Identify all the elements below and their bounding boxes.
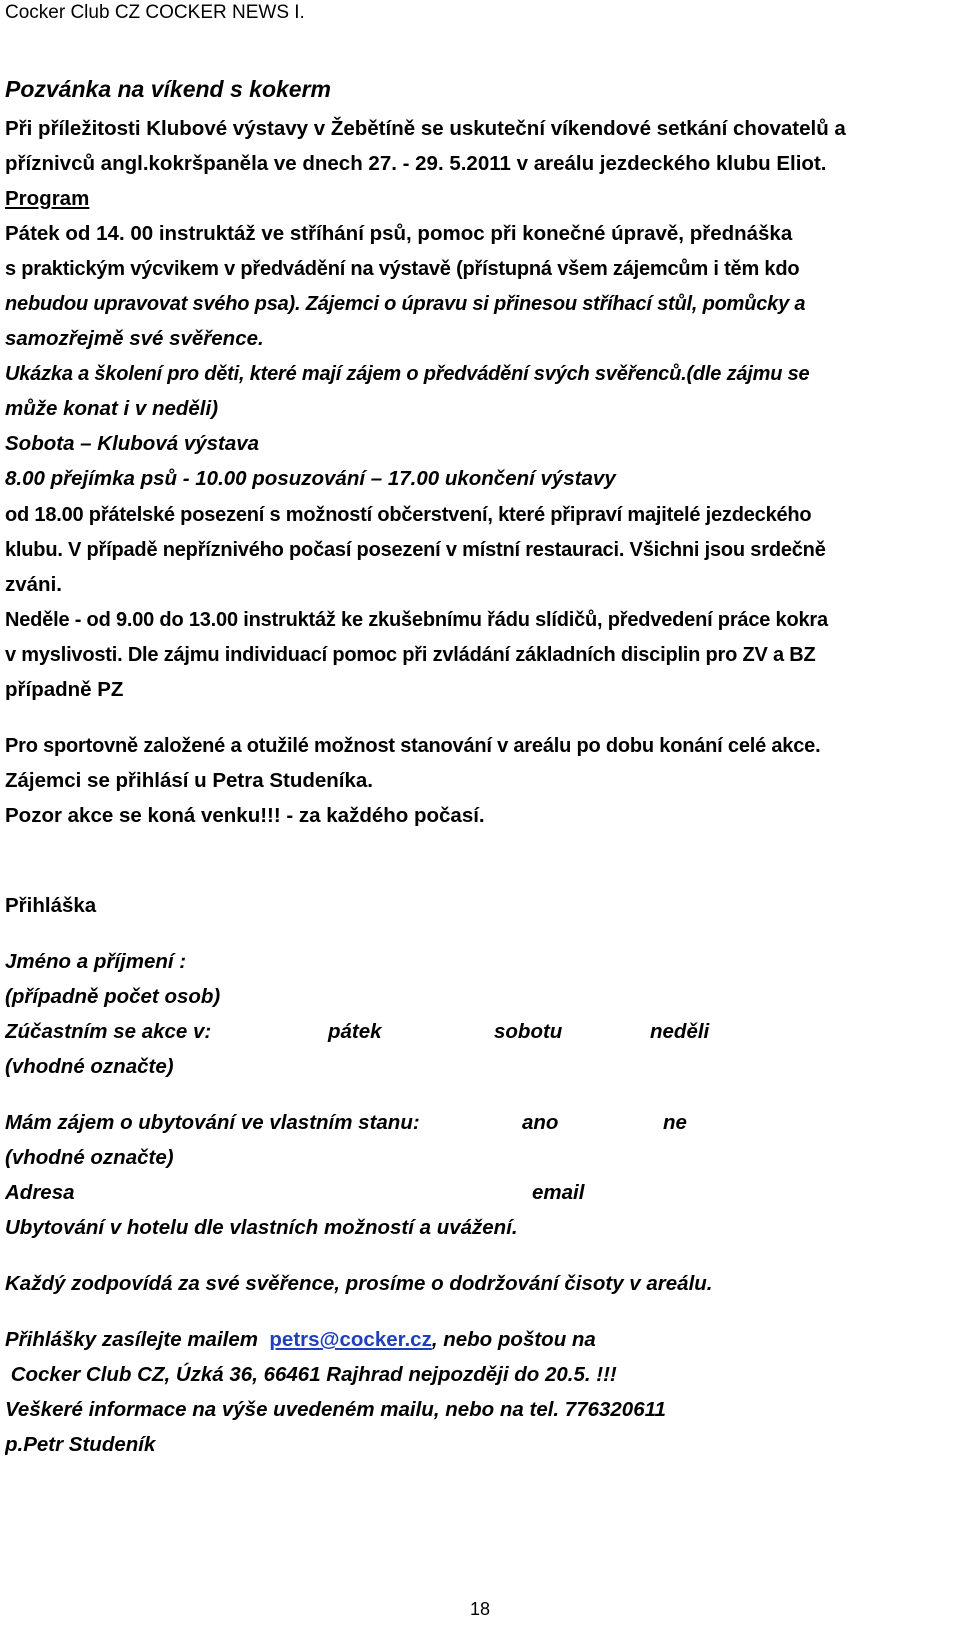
program-line: případně PZ	[5, 678, 124, 701]
responsibility-note: Každý zodpovídá za své svěřence, prosíme o dodržování čisoty v areálu.	[5, 1272, 713, 1295]
contact-email-link[interactable]: petrs@cocker.cz	[269, 1328, 432, 1351]
sport-line: Pro sportovně založené a otužilé možnost stanování v areálu po dobu konání celé akce.	[5, 735, 821, 757]
form-address-row	[5, 1180, 952, 1206]
program-heading: Program	[5, 187, 90, 210]
program-line: může konat i v neděli)	[5, 397, 219, 420]
form-count-label: (případně počet osob)	[5, 985, 221, 1008]
contact-send-prefix: Přihlášky zasílejte mailem	[5, 1328, 258, 1351]
program-line: Ukázka a školení pro děti, které mají zájem o předvádění svých svěřenců.(dle zájmu se	[5, 363, 810, 385]
form-name-label: Jméno a příjmení :	[5, 950, 187, 973]
form-hotel-note: Ubytování v hotelu dle vlastních možností a uvážení.	[5, 1216, 518, 1239]
form-heading: Přihláška	[5, 894, 97, 917]
sport-line: Zájemci se přihlásí u Petra Studeníka.	[5, 769, 373, 792]
form-email-label: email	[532, 1181, 585, 1204]
contact-address-line: Cocker Club CZ, Úzká 36, 66461 Rajhrad nejpozději do 20.5. !!!	[5, 1363, 617, 1386]
form-mark-note: (vhodné označte)	[5, 1146, 174, 1169]
program-line: od 18.00 přátelské posezení s možností občerstvení, které připraví majitelé jezdeckého	[5, 504, 812, 526]
form-tent-row	[5, 1110, 952, 1136]
form-tent-yes[interactable]: ano	[522, 1111, 559, 1134]
program-line: v myslivosti. Dle zájmu individuací pomoc při zvládání základních disciplin pro ZV a BZ	[5, 644, 816, 666]
program-line: s praktickým výcvikem v předvádění na výstavě (přístupná všem zájemcům i těm kdo	[5, 258, 800, 280]
form-attend-option-saturday[interactable]: sobotu	[494, 1020, 563, 1043]
program-line: Neděle - od 9.00 do 13.00 instruktáž ke zkušebnímu řádu slídičů, předvedení práce kokra	[5, 609, 828, 631]
program-line: nebudou upravovat svého psa). Zájemci o úpravu si přinesou stříhací stůl, pomůcky a	[5, 293, 806, 315]
page-header: Cocker Club CZ COCKER NEWS I.	[5, 2, 305, 23]
form-address-label: Adresa	[5, 1181, 75, 1204]
page-title: Pozvánka na víkend s kokerm	[5, 76, 331, 102]
form-tent-label: Mám zájem o ubytování ve vlastním stanu:	[5, 1111, 420, 1134]
form-attend-option-sunday[interactable]: neděli	[650, 1020, 710, 1043]
program-line: 8.00 přejímka psů - 10.00 posuzování – 17.00 ukončení výstavy	[5, 467, 616, 490]
sport-line: Pozor akce se koná venku!!! - za každého počasí.	[5, 804, 485, 827]
form-mark-note: (vhodné označte)	[5, 1055, 174, 1078]
intro-line: Při příležitosti Klubové výstavy v Žebětíně se uskuteční víkendové setkání chovatelů a	[5, 117, 846, 140]
form-attend-row	[5, 1019, 952, 1045]
intro-line: příznivců angl.kokršpaněla ve dnech 27. - 29. 5.2011 v areálu jezdeckého klubu Eliot.	[5, 152, 827, 175]
program-line: samozřejmě své svěřence.	[5, 327, 264, 350]
program-line: zváni.	[5, 573, 62, 596]
contact-info-line: Veškeré informace na výše uvedeném mailu, nebo na tel. 776320611	[5, 1398, 666, 1421]
page-number: 18	[469, 1599, 491, 1619]
program-line: klubu. V případě nepříznivého počasí posezení v místní restauraci. Všichni jsou srdečně	[5, 539, 826, 561]
form-attend-label: Zúčastním se akce v:	[5, 1020, 212, 1043]
program-line: Sobota – Klubová výstava	[5, 432, 260, 455]
program-line: Pátek od 14. 00 instruktáž ve stříhání psů, pomoc při konečné úpravě, přednáška	[5, 222, 793, 245]
contact-send-line	[5, 1327, 952, 1353]
contact-send-suffix: , nebo poštou na	[431, 1328, 596, 1351]
form-attend-option-friday[interactable]: pátek	[328, 1020, 382, 1043]
signature: p.Petr Studeník	[5, 1433, 156, 1456]
form-tent-no[interactable]: ne	[663, 1111, 687, 1134]
